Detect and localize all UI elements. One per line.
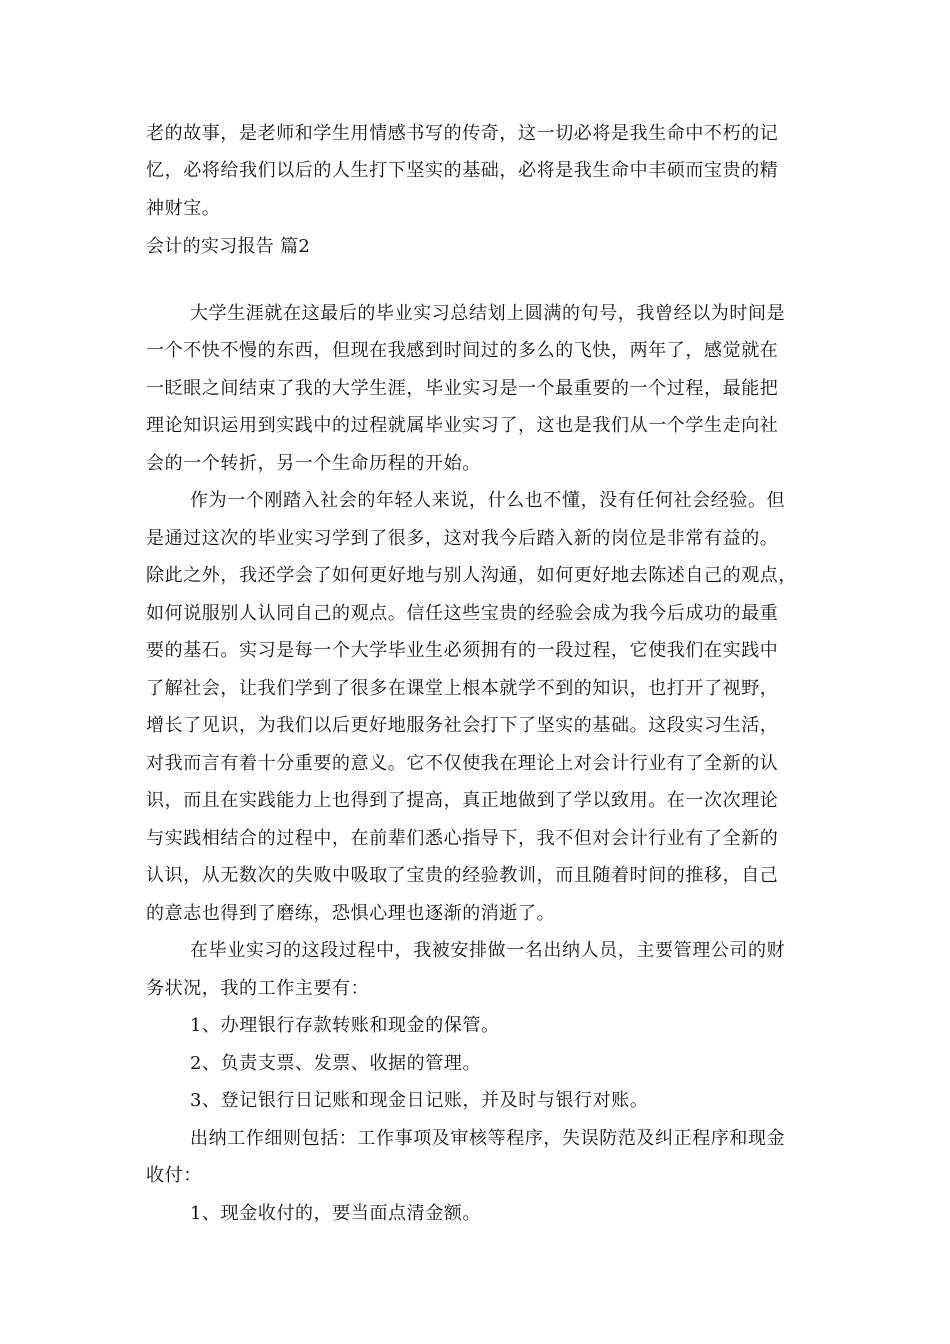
text-line: 出纳工作细则包括：工作事项及审核等程序，失误防范及纠正程序和现金 bbox=[190, 1128, 786, 1149]
text-line: 大学生涯就在这最后的毕业实习总结划上圆满的句号，我曾经以为时间是 bbox=[190, 303, 786, 324]
text-line: 增长了见识，为我们以后更好地服务社会打下了坚实的基础。这段实习生活， bbox=[146, 715, 779, 736]
text-line: 务状况，我的工作主要有： bbox=[146, 978, 370, 999]
text-line: 忆，必将给我们以后的人生打下坚实的基础，必将是我生命中丰硕而宝贵的精 bbox=[146, 160, 779, 181]
text-line: 如何说服别人认同自己的观点。信任这些宝贵的经验会成为我今后成功的最重 bbox=[146, 603, 779, 624]
text-line: 与实践相结合的过程中，在前辈们悉心指导下，我不但对会计行业有了全新的 bbox=[146, 828, 779, 849]
text-line: 要的基石。实习是每一个大学毕业生必须拥有的一段过程，它使我们在实践中 bbox=[146, 640, 779, 661]
text-line: 一个不快不慢的东西，但现在我感到时间过的多么的飞快，两年了，感觉就在 bbox=[146, 340, 779, 361]
text-line: 神财宝。 bbox=[146, 198, 221, 219]
text-line: 收付： bbox=[146, 1165, 202, 1186]
list-item: 2、负责支票、发票、收据的管理。 bbox=[190, 1053, 482, 1074]
text-line: 的意志也得到了磨练，恐惧心理也逐渐的消逝了。 bbox=[146, 903, 556, 924]
text-line: 了解社会，让我们学到了很多在课堂上根本就学不到的知识，也打开了视野， bbox=[146, 678, 779, 699]
list-item: 1、办理银行存款转账和现金的保管。 bbox=[190, 1015, 500, 1036]
text-line: 在毕业实习的这段过程中，我被安排做一名出纳人员，主要管理公司的财 bbox=[190, 940, 786, 961]
text-line: 是通过这次的毕业实习学到了很多，这对我今后踏入新的岗位是非常有益的。 bbox=[146, 528, 779, 549]
list-item: 3、登记银行日记账和现金日记账，并及时与银行对账。 bbox=[190, 1090, 649, 1111]
text-line: 理论知识运用到实践中的过程就属毕业实习了，这也是我们从一个学生走向社 bbox=[146, 415, 779, 436]
section-title: 会计的实习报告 篇2 bbox=[146, 236, 311, 257]
text-line: 会的一个转折，另一个生命历程的开始。 bbox=[146, 453, 481, 474]
text-line: 对我而言有着十分重要的意义。它不仅使我在理论上对会计行业有了全新的认 bbox=[146, 753, 779, 774]
text-line: 识，而且在实践能力上也得到了提高，真正地做到了学以致用。在一次次理论 bbox=[146, 790, 779, 811]
text-line: 一眨眼之间结束了我的大学生涯，毕业实习是一个最重要的一个过程，最能把 bbox=[146, 378, 779, 399]
text-line: 作为一个刚踏入社会的年轻人来说，什么也不懂，没有任何社会经验。但 bbox=[190, 490, 786, 511]
text-line: 除此之外，我还学会了如何更好地与别人沟通，如何更好地去陈述自己的观点， bbox=[146, 565, 797, 586]
text-line: 认识，从无数次的失败中吸取了宝贵的经验教训，而且随着时间的推移，自己 bbox=[146, 865, 779, 886]
text-line: 老的故事，是老师和学生用情感书写的传奇，这一切必将是我生命中不朽的记 bbox=[146, 123, 779, 144]
list-item: 1、现金收付的，要当面点清金额。 bbox=[190, 1203, 482, 1224]
